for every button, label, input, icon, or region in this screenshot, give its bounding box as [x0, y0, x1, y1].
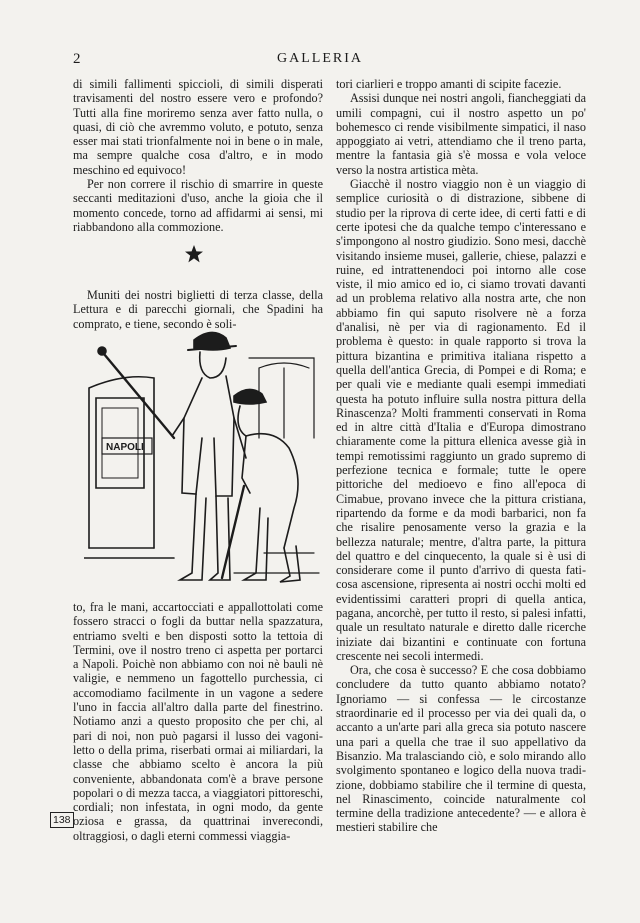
- star-ornament: [184, 244, 204, 264]
- paragraph: Giacchè il nostro viaggio non è un viaggio di semplice curiosità o di distrazione, sibbene di studio per la riprova di certe idee, di certi fatti e di certe ipotesi che da qualche tempo c'interessano e s'impongono al nostro giudizio. Sono mesi, dacchè visitando insieme musei, gallerie, chiese, palazzi e ruine, ed intrattenendoci poi intorno alle cose viste, il mio amico ed io, ci siamo trovati davanti ad un problema relativo alla nostra arte, che non abbiamo fin qui saputo risolvere nè a forza d'analisi, nè per via di ragionamento. Ed il problema è questo: in quale rapporto si trova la pittura bizantina e primitiva italiana rispetto a quella dell'antica Grecia, di Pompei e di Roma; e per quali vie e mediante quali esempi immediati questa ha potuto influire sulla nostra pittura della Rinascenza? Molti frammenti conservati in Roma ed in altre città d'Italia e d'Europa dimostrano chiaramente come la pittura ellenica avesse già in tempi remotissimi raggiunto un grado supremo di perfezione tecnica e formale; tutte le opere pittoriche del medioevo e fino all'epoca di Cimabue, provano invece che la pittura cristiana, ripartendo da forme e da modi barbarici, non fa che risalire penosamente verso la grazia e la bellezza naturale; mentre, d'altra parte, la pittura del quattro e del cinquecento, la quale si è usi di considerare come il punto d'arrivo di questa faticosa ascensione, ripresenta ai nostri occhi molti ed evidentissimi caratteri propri di quella antica, pagana, ancorchè, per tutto il resto, si palesi infatti, quale un resultato naturale e diretto dalle ricerche iniziate dai bizantini e continuate con fortuna crescente nei secoli intermedi.: [336, 177, 586, 663]
- paragraph: Per non correre il rischio di smarrire in queste seccanti meditazioni d'uso, anche la gioia che il momento concede, torno ad affidarmi ai sensi, mi riabbandono alla commozione.: [73, 177, 323, 234]
- left-column-top: [73, 77, 323, 234]
- page-tag: 138: [50, 812, 74, 828]
- travelers-illustration: [84, 318, 324, 588]
- paragraph: to, fra le mani, accartocciati e appallottolati come fossero stracci o fogli da buttar nella spazzatura, entriamo svelti e ben disposti sotto la tettoia di Termini, ove il nostro treno ci aspetta per portarci a Napoli. Poichè non abbiamo con noi nè bauli nè valigie, e nemmeno un fagottello purchessia, ci accomodiamo facilmente in un vagone a sedere l'uno in faccia all'altro dalla parte del finestrino. Notiamo anzi a questo proposito che per chi, al pari di noi, non può pagarsi il lusso dei vagoni-letto o della prima, riserbati ormai ai miliardari, la classe che abbiamo scelto è ancora la più conveniente, abbandonata com'è a brave persone popolari o di mezza tacca, a viaggiatori pittoreschi, cordiali; non infestata, in ogni modo, da gente oziosa e grassa, da quattrinai inverecondi, oltraggiosi, o dagli eterni commessi viaggia-: [73, 600, 323, 843]
- paragraph: tori ciarlieri e troppo amanti di scipite facezie.: [336, 77, 562, 91]
- right-column: [336, 77, 586, 835]
- left-column-bottom: [73, 600, 323, 843]
- running-title: GALLERIA: [277, 51, 363, 66]
- paragraph: di simili fallimenti spiccioli, di simili disperati travisamenti del nostro essere vero e profondo? Tutti alla fine moriremo senza aver fatto nulla, o quasi, di ciò che avremmo voluto, e potuto, senza esser mai stati trionfalmente noi in bene o in male, ma sempre qualche cosa d'altro, e in modo meschino ed equivoco!: [73, 77, 323, 177]
- paragraph: Assisi dunque nei nostri angoli, fiancheggiati da umili compagni, cui il nostro aspetto un po' bohemesco ci rende visibilmente simpatici, il naso appoggiato ai vetri, attendiamo che il treno parta, mentre la fantasia già s'è mossa e vola veloce verso la nostra artistica mèta.: [336, 91, 586, 177]
- paragraph: Ora, che cosa è successo? E che cosa dobbiamo concludere da tutto quanto abbiamo notato? Ignoriamo — si confessa — le circostanze straordinarie ed il processo per via dei quali da, o accanto a un'arte pari alla greca sia potuto nascere una pari a quella che trae il suo appellativo da Bisanzio. Ma tralasciando ciò, e solo mirando allo svolgimento spontaneo e logico della nuova tradizione, dobbiamo stabilire che il termine di questa, nel Rinascimento, coincide naturalmente col termine della tradizione antecedente? — e allora è mestieri stabilire che: [336, 663, 586, 835]
- page-number: 2: [73, 51, 81, 67]
- section-intro: Muniti dei nostri biglietti di terza classe, della Lettura e di parecchi giornali, che Spadini ha comprato, e tiene, secondo è soli-: [73, 288, 323, 331]
- station-sign: NAPOLI: [106, 442, 144, 453]
